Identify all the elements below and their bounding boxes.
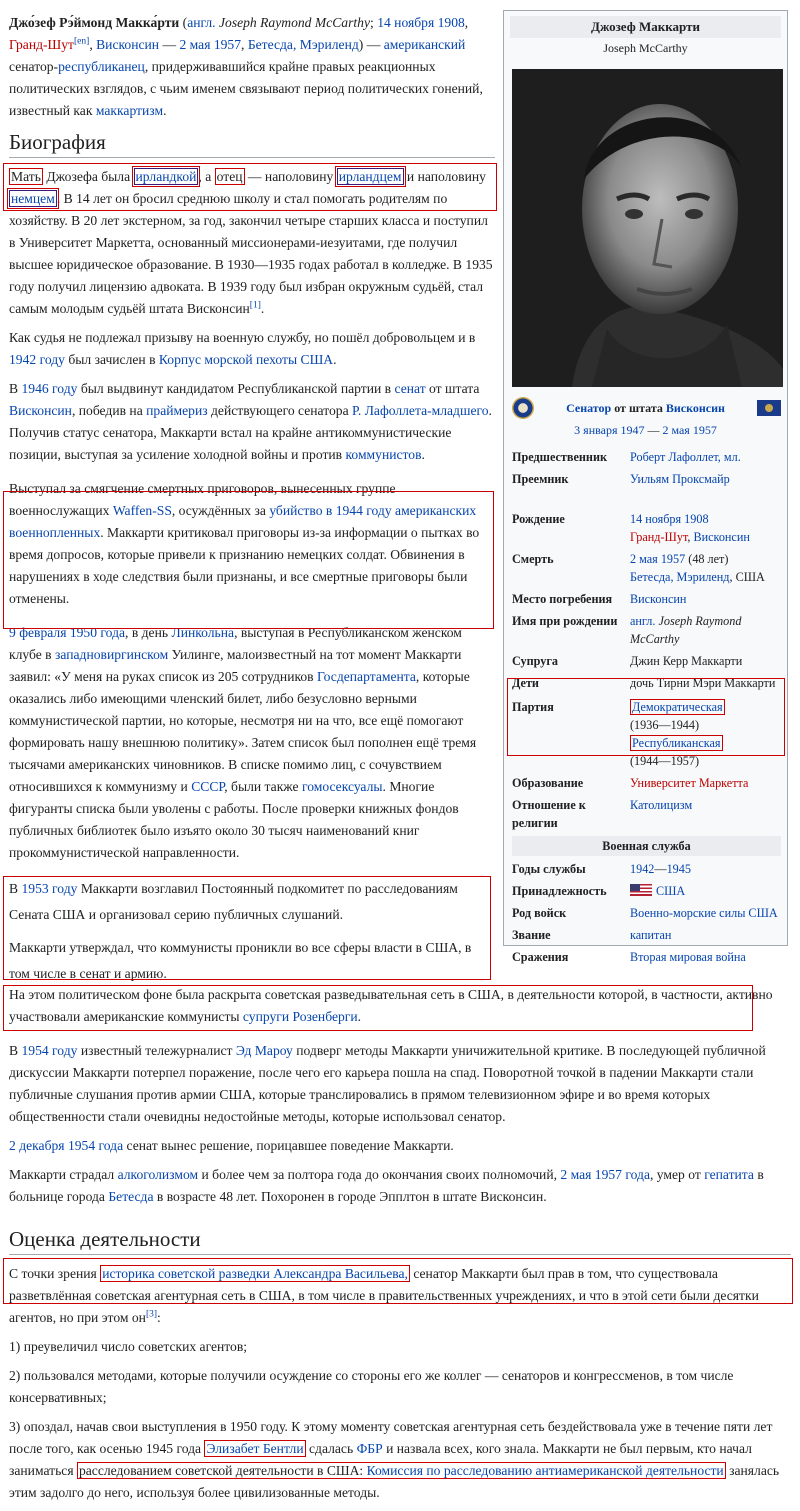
- investigation-highlight: [77, 1462, 726, 1479]
- eval-paragraph-2: 1) преувеличил число советских агентов;: [9, 1339, 248, 1354]
- ww2-link[interactable]: Вторая мировая война: [630, 950, 746, 964]
- text: и более чем за полтора года до окончания своих полномочий,: [198, 1167, 561, 1182]
- bio-paragraph-1: [9, 166, 495, 320]
- label: Образование: [512, 776, 584, 790]
- label: Предшественник: [512, 450, 607, 464]
- text: в возрасте 48 лет. Похоронен в городе Эпплтон в штате Висконсин.: [153, 1189, 547, 1204]
- label: Дети: [512, 676, 539, 690]
- row-service-years: [512, 860, 787, 882]
- heading-evaluation: Оценка деятельности: [9, 1226, 791, 1255]
- waffen-ss-link[interactable]: Waffen-SS: [112, 503, 172, 518]
- date-1954-link[interactable]: 2 декабря 1954 года: [9, 1138, 124, 1153]
- bio-paragraph-10: [9, 1135, 791, 1157]
- senate-seal-icon: [512, 397, 534, 419]
- article-full-width: [9, 984, 791, 1511]
- predecessor-link[interactable]: Роберт Лафоллет, мл.: [630, 450, 741, 464]
- text: сенат вынес решение, порицавшее поведение Маккарти.: [123, 1138, 454, 1153]
- communists-link[interactable]: коммунистов: [345, 447, 422, 462]
- mccarthyism-link[interactable]: маккартизм: [95, 103, 164, 118]
- row-allegiance: [512, 882, 787, 904]
- value: дочь Тирни Мэри Маккарти: [630, 676, 776, 690]
- value: [630, 550, 787, 590]
- death-place-link[interactable]: Бетесда, Мэриленд: [247, 37, 359, 52]
- text: .: [357, 1009, 362, 1024]
- ref-1-link[interactable]: [1]: [249, 300, 261, 311]
- row-birth: [512, 510, 787, 550]
- text: ,: [687, 530, 694, 544]
- irish-m-link[interactable]: ирландцем: [338, 169, 402, 184]
- row-children: [512, 674, 787, 696]
- office-title: [566, 399, 725, 417]
- german-link[interactable]: немцем: [11, 191, 55, 206]
- infobox-title: Джозеф Маккарти: [510, 16, 781, 38]
- republican-party-link[interactable]: Республиканская: [632, 736, 721, 750]
- bio-paragraph-9: [9, 1040, 791, 1128]
- lafollette-link[interactable]: Р. Лафоллета-младшего: [352, 403, 489, 418]
- successor-link[interactable]: Уильям Проксмайр: [630, 472, 730, 486]
- democratic-party-link[interactable]: Демократическая: [632, 700, 723, 714]
- year-start-link[interactable]: 1942: [630, 862, 655, 876]
- bio-paragraph-4: [9, 478, 495, 610]
- row-burial: [512, 590, 787, 612]
- label: Принадлежность: [512, 884, 607, 898]
- text: В: [9, 381, 22, 396]
- year-1954-link[interactable]: 1954 году: [21, 1043, 78, 1058]
- office-row: [512, 397, 781, 419]
- death-place-link[interactable]: Бетесда, Мэриленд: [630, 570, 730, 584]
- text: Маккарти страдал: [9, 1167, 118, 1182]
- row-battles: [512, 948, 787, 970]
- wisconsin-flag-icon: [757, 400, 781, 416]
- text: . Многие фигуранты списка были уволены с работы. После проверки книжных фондов публичных библиотек было изъято около 30 тысяч наименований книг прокоммунистической направленности.: [9, 779, 459, 860]
- text: 3) опоздал, начав свои выступления в 1950 году. К этому моменту советская агентурная сеть бездействовала уже в течение пяти лет после того, как осенью 1945 года: [9, 1419, 773, 1456]
- bio-paragraph-6: [9, 876, 495, 928]
- text: сдалась: [305, 1441, 357, 1456]
- text: В: [9, 1043, 22, 1058]
- birth-state-link[interactable]: Висконсин: [693, 530, 750, 544]
- text: .: [333, 352, 337, 367]
- text: , а: [198, 169, 215, 184]
- row-branch: [512, 904, 787, 926]
- burial-link[interactable]: Висконсин: [630, 592, 687, 606]
- text: расследованием советской деятельности в США:: [78, 1463, 367, 1478]
- year-1946-link[interactable]: 1946 году: [21, 381, 78, 396]
- text: , победив на: [71, 403, 147, 418]
- rosenbergs-link[interactable]: супруги Розенберги: [242, 1009, 358, 1024]
- huac-link[interactable]: Комиссия по расследованию антиамериканской деятельности: [366, 1463, 724, 1478]
- row-religion: [512, 796, 787, 836]
- us-flag-icon: [630, 884, 652, 896]
- bethesda-link[interactable]: Бетесда: [108, 1189, 154, 1204]
- row-successor: [512, 470, 787, 492]
- label: Годы службы: [512, 862, 586, 876]
- lead-dot: .: [163, 103, 167, 118]
- label: Род войск: [512, 906, 567, 920]
- label: Преемник: [512, 472, 569, 486]
- text: — наполовину: [244, 169, 337, 184]
- senator-link[interactable]: Сенатор: [566, 401, 612, 415]
- infobox-rows: [504, 448, 787, 836]
- senate-link[interactable]: сенат: [394, 381, 426, 396]
- term-dates: [504, 421, 787, 439]
- text: и наполовину: [403, 169, 486, 184]
- state-link[interactable]: Висконсин: [96, 37, 160, 52]
- label: Рождение: [512, 512, 565, 526]
- birth-place-link[interactable]: Гранд-Шут: [9, 37, 75, 52]
- bio-paragraph-5: [9, 622, 495, 864]
- republican-link[interactable]: республиканец: [58, 59, 145, 74]
- text: , которые оказались либо имеющими членский билет, либо безусловно верными коммунистической партии, но которые, несмотря ни на что, все ещё помогают формировать нашу внешнюю политику». Затем список был пополнен ещё тремя тысячами американских чиновников. В списке помимо лиц, с сочувствием относившихся к коммунизму и: [9, 669, 477, 794]
- text: . Получив статус сенатора, Маккарти встал на крайне антикоммунистические позиции, выступая за усиление холодной войны и против: [9, 403, 492, 462]
- bio-paragraph-2: [9, 327, 495, 371]
- en-ref-link[interactable]: [en]: [74, 36, 90, 47]
- year-1953-link[interactable]: 1953 году: [21, 881, 78, 896]
- text: Маккарти не был первым, кто начал заниматься: [9, 1441, 752, 1478]
- text: известный тележурналист: [77, 1043, 236, 1058]
- text: Маккарти возглавил Постоянный подкомитет по расследованиям Сената США и организовал серию публичных слушаний.: [9, 881, 458, 922]
- text: в больнице города: [9, 1167, 764, 1204]
- label: Супруга: [512, 654, 558, 668]
- row-spouse: [512, 652, 787, 674]
- label: Сражения: [512, 950, 569, 964]
- english-name: Joseph Raymond McCarthy: [218, 15, 370, 30]
- row-rank: [512, 926, 787, 948]
- portrait-image: [512, 69, 783, 387]
- death-date-link[interactable]: 2 мая 1957: [179, 37, 242, 52]
- text: , выступая в Республиканском женском клубе в: [9, 625, 462, 662]
- text: и назвала всех, кого знала.: [382, 1441, 540, 1456]
- birth-date-link[interactable]: 14 ноября 1908: [630, 512, 709, 526]
- text: , США: [729, 570, 765, 584]
- label: Звание: [512, 928, 551, 942]
- label: Партия: [512, 700, 554, 714]
- text: .: [421, 447, 425, 462]
- military-heading: Военная служба: [512, 836, 781, 856]
- bio-paragraph-11: [9, 1164, 791, 1208]
- marine-corps-link[interactable]: Корпус морской пехоты США: [158, 352, 334, 367]
- lead-text: , придерживавшийся крайне правых реакционных политических взглядов, с чьим именем связывают период политических гонений, известный как: [9, 59, 483, 118]
- bio-paragraph-3: [9, 378, 495, 466]
- text: Joseph Raymond McCarthy: [630, 614, 742, 646]
- value: Джин Керр Маккарти: [630, 654, 743, 668]
- text: —: [644, 423, 663, 437]
- birth-place-link[interactable]: Гранд-Шут: [630, 530, 688, 544]
- mother-link[interactable]: Мать: [11, 169, 41, 184]
- text: от штата: [425, 381, 480, 396]
- lang-link[interactable]: англ.: [630, 614, 656, 628]
- text: (1936—1944): [630, 718, 700, 732]
- text: С точки зрения: [9, 1266, 101, 1281]
- navy-link[interactable]: Военно-морские силы США: [630, 906, 778, 920]
- row-predecessor: [512, 448, 787, 470]
- text: , умер от: [649, 1167, 705, 1182]
- text: был выдвинут кандидатом Республиканской партии в: [77, 381, 395, 396]
- murder-1944-link[interactable]: убийство в 1944 году американских военнопленных: [9, 503, 477, 540]
- text: На этом политическом фоне была раскрыта советская разведывательная сеть в США, в деятельности которой, в частности, активно участвовали американские коммунисты: [9, 987, 773, 1024]
- hepatitis-link[interactable]: гепатита: [704, 1167, 754, 1182]
- text: был зачислен в: [64, 352, 159, 367]
- text: —: [654, 862, 667, 876]
- text: Как судья не подлежал призыву на военную службу, но пошёл добровольцем и в: [9, 330, 476, 345]
- text: Уилинге, малоизвестный на тот момент Маккарти заявил: «У меня на руках список из 205 сотрудников: [9, 647, 462, 684]
- value: [630, 860, 787, 882]
- value: [630, 510, 787, 550]
- bio-paragraph-8: [9, 984, 791, 1028]
- american-link[interactable]: американский: [383, 37, 466, 52]
- text: , осуждённых за: [171, 503, 270, 518]
- education-link[interactable]: Университет Маркетта: [630, 776, 749, 790]
- text: В: [9, 881, 22, 896]
- religion-link[interactable]: Католицизм: [630, 798, 693, 812]
- text: занялась этим задолго до него, используя более цивилизованные методы.: [9, 1463, 780, 1500]
- text: действующего сенатора: [207, 403, 353, 418]
- office-state-link[interactable]: Висконсин: [665, 401, 725, 415]
- west-virginia-link[interactable]: западновиргинском: [55, 647, 169, 662]
- bio-paragraph-7: Маккарти утверждал, что коммунисты проникли во все сферы власти в США, в том числе в сенат и армию.: [9, 940, 472, 981]
- portrait-photo[interactable]: [512, 69, 783, 387]
- term-start-link[interactable]: 3 января 1947: [574, 423, 645, 437]
- row-education: [512, 774, 787, 796]
- text: . Маккарти критиковал приговоры из-за информации о пытках во время допросов, которые привели к признанию немецких солдат. Обвинения в нарушениях в ходе следствия были признаны, и все смертные приговоры были отменены.: [9, 525, 480, 606]
- text: , в день: [125, 625, 172, 640]
- text: :: [157, 1310, 161, 1325]
- gays-link[interactable]: гомосексуалы: [301, 779, 383, 794]
- eval-paragraph-4: [9, 1416, 791, 1504]
- value: [630, 882, 787, 904]
- murrow-link[interactable]: Эд Мароу: [235, 1043, 293, 1058]
- lang-link[interactable]: англ.: [187, 15, 216, 30]
- infobox: [503, 10, 788, 964]
- text: от штата: [611, 401, 666, 415]
- label: Отношение к религии: [512, 798, 586, 830]
- text: Джозефа была: [42, 169, 134, 184]
- ussr-link[interactable]: СССР: [191, 779, 225, 794]
- label: Смерть: [512, 552, 554, 566]
- value: [630, 698, 787, 774]
- lincoln-link[interactable]: Линкольна: [171, 625, 235, 640]
- bentley-link[interactable]: Элизабет Бентли: [206, 1441, 304, 1456]
- text: (48 лет): [685, 552, 729, 566]
- text: (1944—1957): [630, 754, 700, 768]
- label: Имя при рождении: [512, 614, 618, 628]
- fbi-link[interactable]: ФБР: [356, 1441, 383, 1456]
- infobox-subtitle: Joseph McCarthy: [603, 41, 688, 55]
- rank-link[interactable]: капитан: [630, 928, 672, 942]
- heading-biography: Биография: [9, 129, 495, 158]
- row-party: [512, 698, 787, 774]
- birth-date-link[interactable]: 14 ноября 1908: [377, 15, 465, 30]
- text: подверг методы Маккарти уничижительной критике. В последующей публичной дискуссии Маккарти потерпел поражение, после чего его карьера пошла на спад. Поворотной точкой в падении Маккарти стали публичные слушания против армии США, которые транслировались в прямом телевизионном эфире и во время которых общественности стали очевидны недостойные методы, которые использовал сенатор.: [9, 1043, 766, 1124]
- irish-f-link[interactable]: ирландкой: [135, 169, 197, 184]
- eval-paragraph-1: [9, 1263, 791, 1329]
- state-dept-link[interactable]: Госдепартамента: [317, 669, 416, 684]
- death-date-link[interactable]: 2 мая 1957: [630, 552, 686, 566]
- row-birth-name: [512, 612, 787, 652]
- year-end-link[interactable]: 1945: [666, 862, 691, 876]
- term-end-link[interactable]: 2 мая 1957: [662, 423, 717, 437]
- father-link[interactable]: отец: [216, 169, 243, 184]
- text: .: [260, 301, 265, 316]
- row-death: [512, 550, 787, 590]
- text: . В 14 лет он бросил среднюю школу и стал помогать родителям по хозяйству. В 20 лет экстерном, за год, закончил четыре старших класса и поступил в Университет Маркетта, основанный миссионерами-иезуитами, где получил высшее юридическое образование. В 1930—1935 годах работал в колледже. В 1935 году получил лицензию адвоката. В 1939 году был избран окружным судьёй, стал самым молодым судьёй штата Висконсин: [9, 191, 493, 316]
- alcoholism-link[interactable]: алкоголизмом: [117, 1167, 199, 1182]
- wisconsin-link[interactable]: Висконсин: [9, 403, 72, 418]
- year-1942-link[interactable]: 1942 году: [9, 352, 65, 367]
- historian-link[interactable]: историка советской разведки Александра Васильева,: [102, 1266, 408, 1281]
- primaries-link[interactable]: праймериз: [146, 403, 208, 418]
- text: сенатор Маккарти был прав в том, что существовала разветвлённая советская агентурная сеть в США, в том числе в правительственных учреждениях, и что в этой сети были десятки агентов, но при этом он: [9, 1266, 759, 1325]
- text: Выступал за смягчение смертных приговоров, вынесенных группе военнослужащих: [9, 481, 396, 518]
- eval-paragraph-3: 2) пользовался методами, которые получили осуждение со стороны его же коллег — сенаторов и конгрессменов, в том числе консервативных;: [9, 1368, 734, 1405]
- article-left-column: [9, 12, 495, 994]
- text: , были также: [224, 779, 302, 794]
- military-rows: [504, 860, 787, 970]
- lead-paragraph: Джо́зеф Рэ́ймонд Макка́рти (англ. Joseph Raymond McCarthy; 14 ноября 1908, Гранд-Шут[en], Висконсин — 2 мая 1957, Бетесда, Мэриленд) — американский сенатор-республиканец, придерживавшийся крайне правых реакционных политических взглядов, с чьим именем связывают период политических гонений, известный как маккартизм.: [9, 15, 483, 118]
- article-subject-name: Джо́зеф Рэ́ймонд Макка́рти: [9, 15, 180, 30]
- date-1957-link[interactable]: 2 мая 1957 года: [560, 1167, 650, 1182]
- label: Место погребения: [512, 592, 613, 606]
- value: [630, 612, 787, 652]
- senator-text: сенатор-: [9, 59, 59, 74]
- usa-link[interactable]: США: [656, 884, 686, 898]
- ref-3-link[interactable]: [3]: [145, 1309, 158, 1320]
- date-1950-link[interactable]: 9 февраля 1950 года: [9, 625, 126, 640]
